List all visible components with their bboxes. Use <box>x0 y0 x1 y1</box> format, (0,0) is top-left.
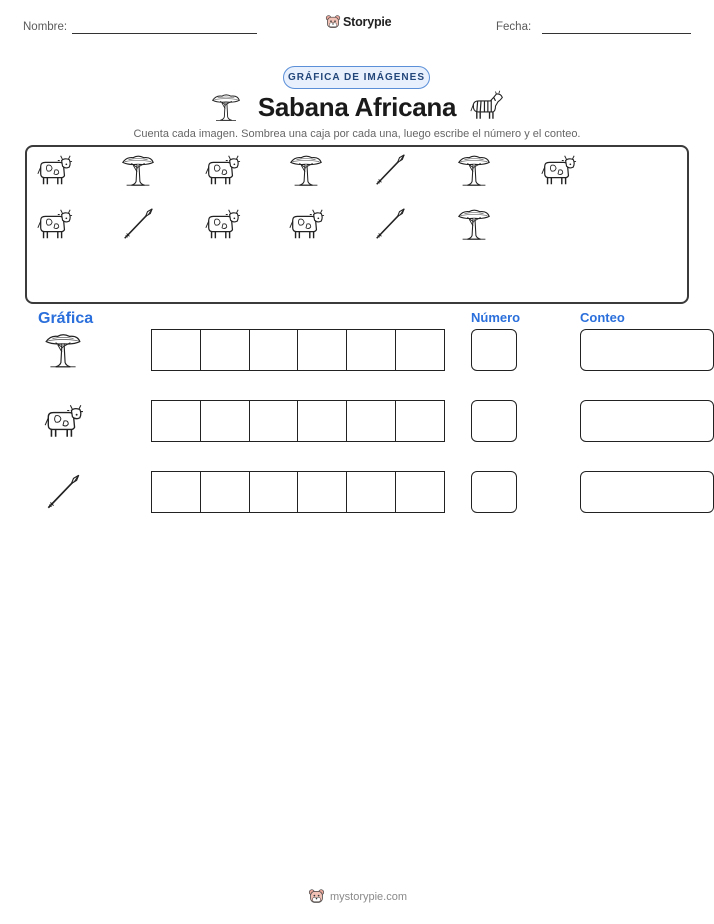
tally-answer-box[interactable] <box>580 400 714 442</box>
date-label: Fecha: <box>496 21 532 33</box>
number-answer-box[interactable] <box>471 471 517 513</box>
shade-box[interactable] <box>151 471 201 513</box>
shade-box[interactable] <box>151 329 201 371</box>
shade-box[interactable] <box>249 329 299 371</box>
worksheet-type-badge: GRÁFICA DE IMÁGENES <box>283 66 430 89</box>
acacia-tree-icon <box>42 330 84 370</box>
zebra-icon <box>470 90 504 122</box>
tally-column-header: Conteo <box>580 310 625 325</box>
footer-url: mystorypie.com <box>330 890 408 903</box>
name-field[interactable] <box>72 33 257 34</box>
cow-icon <box>35 205 73 243</box>
shade-box[interactable] <box>346 400 396 442</box>
cow-icon <box>287 205 325 243</box>
shade-box[interactable] <box>297 329 347 371</box>
shade-box[interactable] <box>249 400 299 442</box>
cow-icon <box>42 401 84 441</box>
shade-box[interactable] <box>346 471 396 513</box>
shade-box[interactable] <box>395 400 445 442</box>
cow-icon <box>203 151 241 189</box>
tally-boxes-row <box>151 471 445 513</box>
shade-box[interactable] <box>200 329 250 371</box>
cow-icon <box>35 151 73 189</box>
graph-title: Gráfica <box>38 310 94 327</box>
acacia-tree-icon <box>287 151 325 189</box>
shade-box[interactable] <box>395 329 445 371</box>
shade-box[interactable] <box>395 471 445 513</box>
acacia-tree-icon <box>119 151 157 189</box>
spear-icon <box>42 472 84 512</box>
cow-icon <box>539 151 577 189</box>
tally-answer-box[interactable] <box>580 329 714 371</box>
number-column-header: Número <box>471 310 521 325</box>
spear-icon <box>371 151 409 189</box>
number-answer-box[interactable] <box>471 400 517 442</box>
spear-icon <box>371 205 409 243</box>
brand-logo <box>325 14 391 30</box>
cow-icon <box>203 205 241 243</box>
page-title: Sabana Africana <box>257 92 457 122</box>
bear-logo-icon <box>325 14 341 30</box>
tally-answer-box[interactable] <box>580 471 714 513</box>
shade-box[interactable] <box>249 471 299 513</box>
tally-boxes-row <box>151 329 445 371</box>
shade-box[interactable] <box>151 400 201 442</box>
brand-name: Storypie <box>343 15 392 29</box>
shade-box[interactable] <box>200 471 250 513</box>
shade-box[interactable] <box>200 400 250 442</box>
spear-icon <box>119 205 157 243</box>
tally-boxes-row <box>151 400 445 442</box>
footer <box>308 888 407 905</box>
instructions: Cuenta cada imagen. Sombrea una caja por cada una, luego escribe el número y el conteo. <box>133 128 581 140</box>
name-label: Nombre: <box>23 21 68 33</box>
shade-box[interactable] <box>297 400 347 442</box>
number-answer-box[interactable] <box>471 329 517 371</box>
shade-box[interactable] <box>297 471 347 513</box>
date-field[interactable] <box>542 33 691 34</box>
acacia-tree-icon <box>455 151 493 189</box>
shade-box[interactable] <box>346 329 396 371</box>
bear-logo-icon <box>308 888 325 905</box>
acacia-tree-icon <box>455 205 493 243</box>
